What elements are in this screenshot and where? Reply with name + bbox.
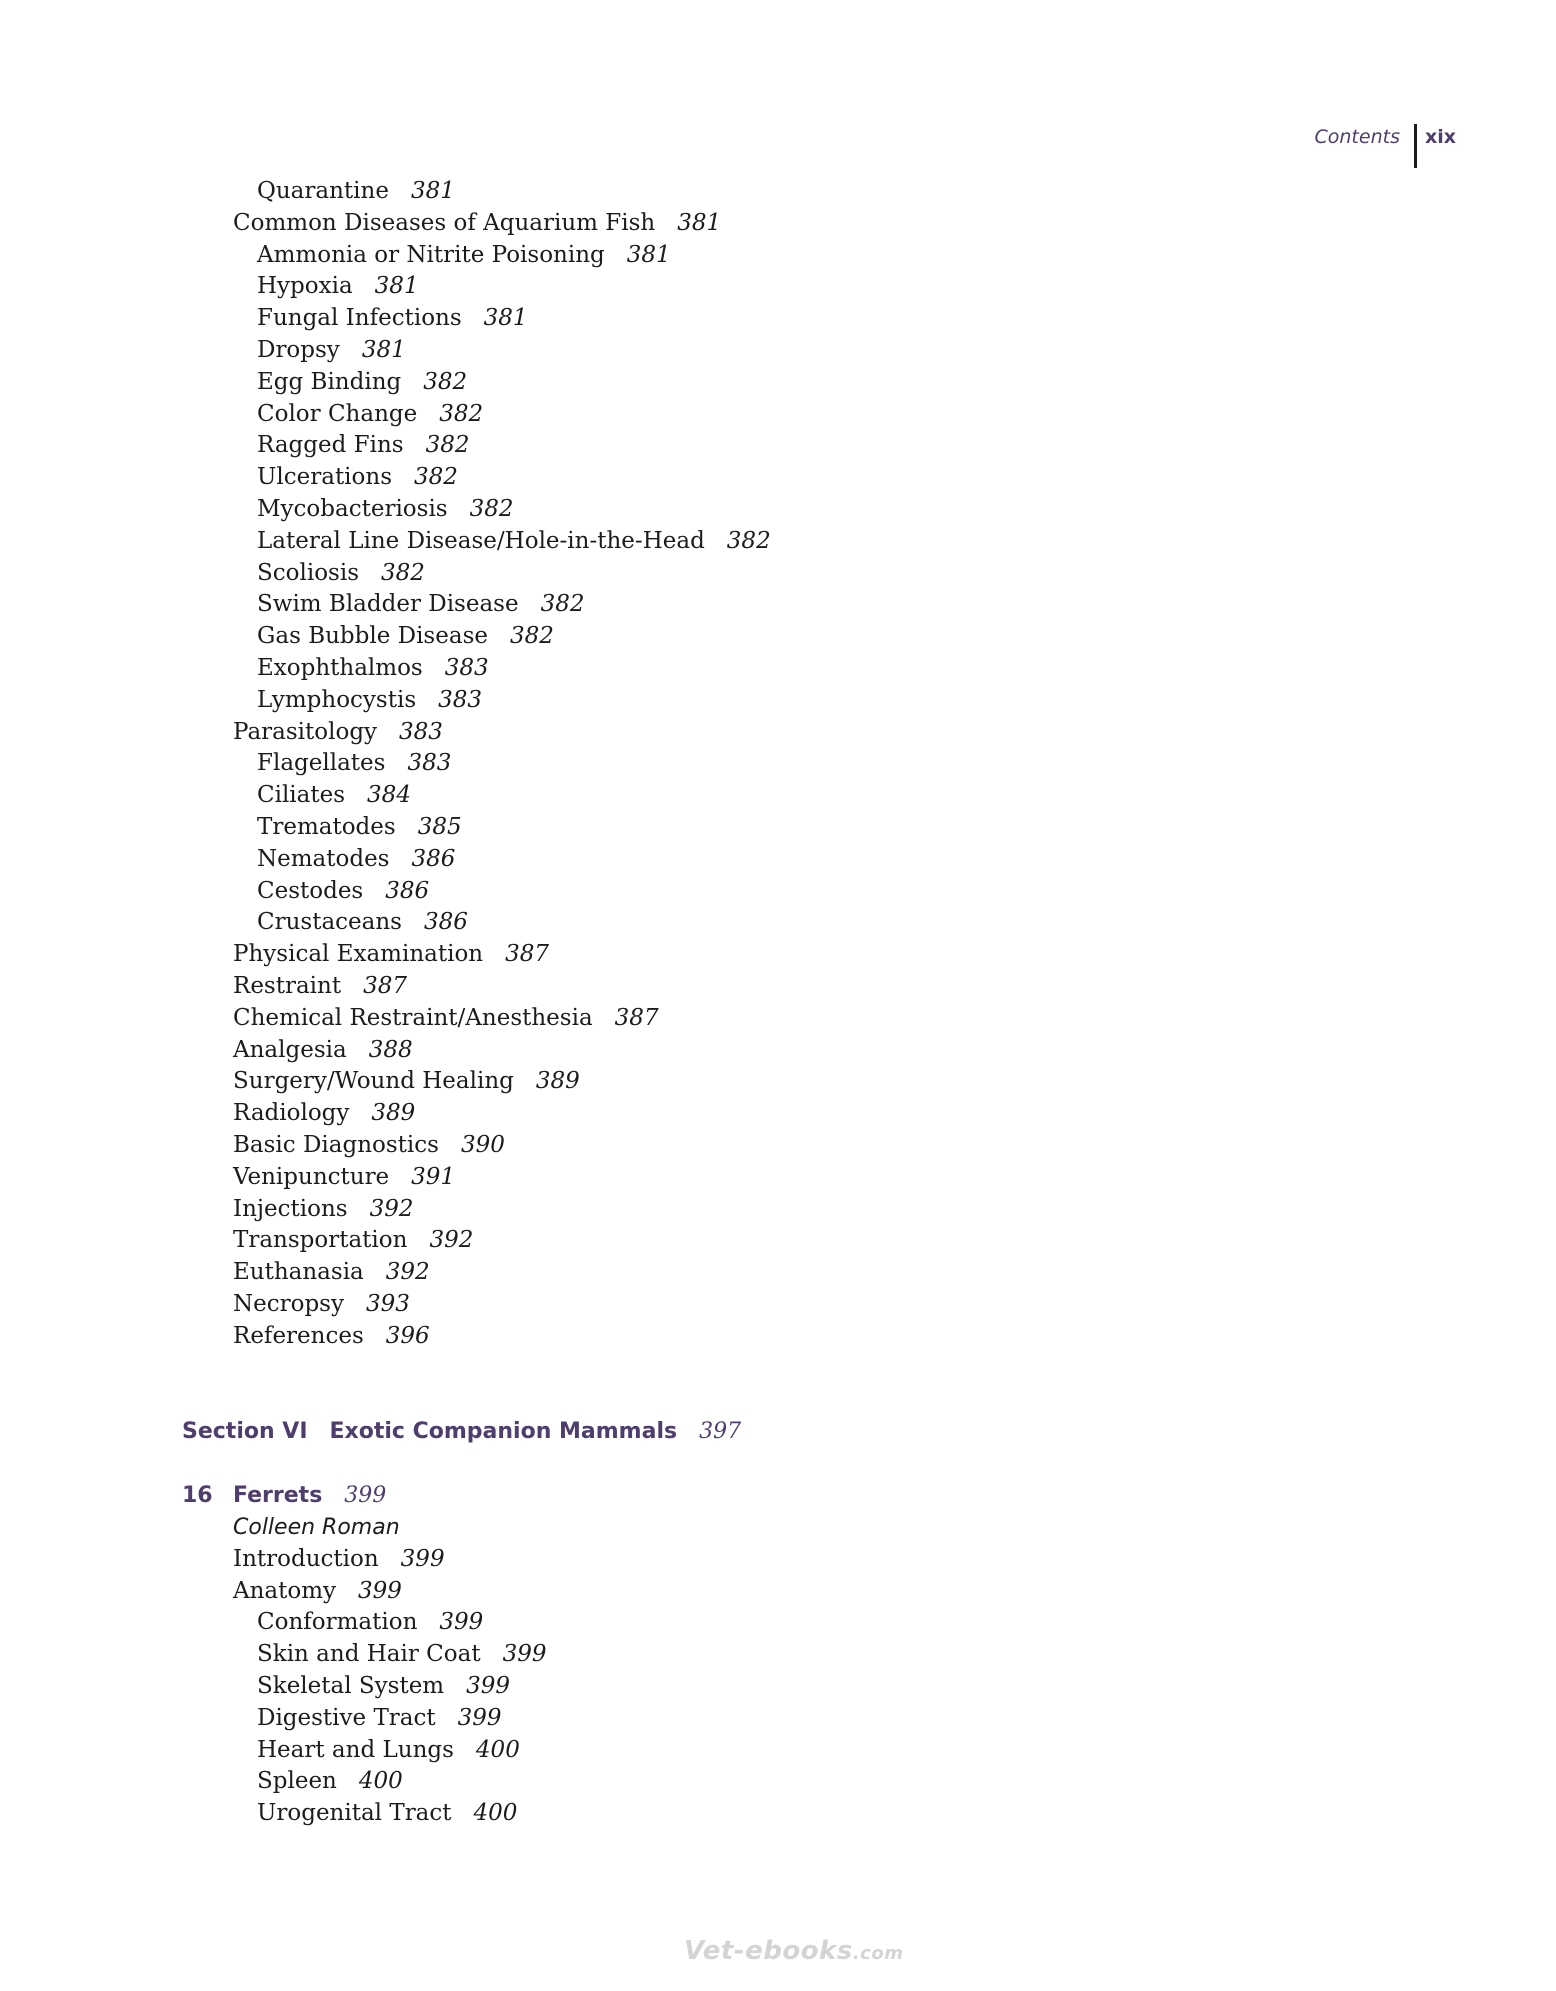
toc-entry[interactable]: [0, 1639, 1556, 1671]
toc-entry[interactable]: [0, 1544, 1556, 1576]
toc-entry-page: 382: [423, 368, 468, 395]
toc-entry-title: Restraint: [233, 972, 342, 999]
section-title: Exotic Companion Mammals: [329, 1419, 678, 1445]
toc-entry-page: 382: [469, 495, 514, 522]
toc-entry[interactable]: [0, 685, 1556, 717]
toc-entry-page: 399: [457, 1704, 502, 1731]
toc-entry[interactable]: [0, 1162, 1556, 1194]
toc-entry[interactable]: [0, 494, 1556, 526]
section-page: 397: [699, 1419, 742, 1445]
toc-entry-title: Hypoxia: [257, 273, 353, 300]
toc-entry[interactable]: [0, 653, 1556, 685]
toc-entry[interactable]: [0, 971, 1556, 1003]
toc-entry-title: Scoliosis: [257, 559, 360, 586]
toc-entry-page: 393: [365, 1290, 410, 1317]
toc-entry[interactable]: [0, 1003, 1556, 1035]
toc-entries-chapter: [0, 1544, 1556, 1830]
toc-entry-page: 381: [361, 336, 406, 363]
toc-entry-page: 382: [425, 432, 470, 459]
toc-entry[interactable]: [0, 558, 1556, 590]
toc-entry-page: 399: [466, 1673, 511, 1700]
toc-entry-title: Venipuncture: [233, 1163, 390, 1190]
toc-entry[interactable]: [0, 939, 1556, 971]
toc-entry-title: Ammonia or Nitrite Poisoning: [257, 241, 605, 268]
toc-entry[interactable]: [0, 462, 1556, 494]
toc-entry-title: Flagellates: [257, 750, 386, 777]
toc-entry-title: Physical Examination: [233, 941, 484, 968]
toc-entry-page: 383: [407, 750, 452, 777]
toc-entries-continued: [0, 176, 1556, 1352]
toc-entry-title: References: [233, 1322, 364, 1349]
toc-entry-page: 392: [369, 1195, 414, 1222]
toc-entry-page: 382: [381, 559, 425, 586]
toc-entry-title: Dropsy: [257, 336, 340, 363]
toc-entry[interactable]: [0, 1735, 1556, 1767]
toc-entry[interactable]: [0, 1098, 1556, 1130]
toc-entry-title: Surgery/Wound Healing: [233, 1068, 514, 1095]
watermark-logo: [684, 1936, 903, 1966]
toc-entry[interactable]: [0, 240, 1556, 272]
toc-entry[interactable]: [0, 748, 1556, 780]
toc-entry-page: 386: [424, 909, 468, 936]
section-heading[interactable]: [0, 1416, 1556, 1448]
chapter-heading[interactable]: [0, 1480, 1556, 1512]
toc-entry[interactable]: [0, 176, 1556, 208]
toc-entry-page: 388: [368, 1036, 413, 1063]
toc-entry-page: 382: [726, 527, 771, 554]
toc-entry-title: Mycobacteriosis: [257, 495, 448, 522]
toc-entry-title: Conformation: [257, 1609, 418, 1636]
toc-entry-page: 383: [399, 718, 443, 745]
toc-entry-page: 396: [385, 1322, 430, 1349]
toc-entry-page: 399: [400, 1545, 445, 1572]
toc-entry-page: 386: [385, 877, 430, 904]
toc-entry-page: 390: [460, 1131, 505, 1158]
toc-entry-page: 384: [367, 782, 411, 809]
toc-entry-page: 381: [677, 209, 722, 236]
toc-entry-page: 399: [502, 1641, 547, 1668]
toc-entry[interactable]: [0, 367, 1556, 399]
toc-entry-title: Injections: [233, 1195, 348, 1222]
table-of-contents: [0, 176, 1556, 1830]
running-head-label: Contents: [1314, 126, 1400, 148]
toc-entry-page: 392: [385, 1259, 430, 1286]
watermark-name: Vet-ebooks: [684, 1936, 853, 1966]
toc-entry[interactable]: [0, 589, 1556, 621]
toc-entry-title: Transportation: [233, 1227, 408, 1254]
toc-entry[interactable]: [0, 1607, 1556, 1639]
toc-entry-title: Skin and Hair Coat: [257, 1641, 481, 1668]
toc-entry[interactable]: [0, 812, 1556, 844]
toc-entry-page: 389: [371, 1100, 416, 1127]
toc-entry-page: 386: [411, 845, 456, 872]
toc-entry-page: 400: [475, 1736, 520, 1763]
watermark-tld: .com: [852, 1943, 904, 1964]
toc-entry-title: Euthanasia: [233, 1259, 364, 1286]
toc-entry-title: Anatomy: [233, 1577, 337, 1604]
toc-entry[interactable]: [0, 1798, 1556, 1830]
toc-entry-title: Parasitology: [233, 718, 378, 745]
toc-entry[interactable]: [0, 430, 1556, 462]
toc-entry-page: 381: [626, 241, 671, 268]
toc-entry-title: Heart and Lungs: [257, 1736, 454, 1763]
toc-entry-page: 382: [439, 400, 484, 427]
toc-entry-page: 385: [417, 813, 462, 840]
toc-entry-page: 387: [363, 972, 407, 999]
toc-entry[interactable]: [0, 876, 1556, 908]
toc-entry[interactable]: [0, 1066, 1556, 1098]
toc-entry-page: 382: [509, 623, 554, 650]
toc-entry[interactable]: [0, 1671, 1556, 1703]
toc-entry-page: 392: [429, 1227, 474, 1254]
toc-entry-title: Urogenital Tract: [257, 1800, 452, 1827]
toc-entry[interactable]: [0, 844, 1556, 876]
toc-entry-page: 382: [540, 591, 585, 618]
toc-entry[interactable]: [0, 717, 1556, 749]
toc-entry-page: 381: [374, 273, 419, 300]
toc-entry-title: Chemical Restraint/Anesthesia: [233, 1004, 593, 1031]
toc-entry[interactable]: [0, 271, 1556, 303]
toc-entry-page: 389: [535, 1068, 580, 1095]
toc-entry-title: Crustaceans: [257, 909, 402, 936]
toc-entry[interactable]: [0, 1225, 1556, 1257]
toc-entry-title: Ulcerations: [257, 464, 393, 491]
chapter-title: Ferrets: [233, 1483, 323, 1509]
toc-entry-title: Trematodes: [257, 813, 396, 840]
toc-entry-page: 387: [614, 1004, 659, 1031]
toc-entry[interactable]: [0, 1035, 1556, 1067]
toc-entry-title: Color Change: [257, 400, 418, 427]
toc-entry-page: 400: [473, 1800, 518, 1827]
toc-entry-title: Ciliates: [257, 782, 346, 809]
toc-entry-title: Egg Binding: [257, 368, 402, 395]
toc-entry-title: Cestodes: [257, 877, 364, 904]
toc-entry[interactable]: [0, 1321, 1556, 1353]
toc-entry-title: Skeletal System: [257, 1673, 445, 1700]
toc-entry[interactable]: [0, 780, 1556, 812]
toc-entry[interactable]: [0, 1703, 1556, 1735]
toc-entry-page: 382: [414, 464, 458, 491]
toc-entry-title: Radiology: [233, 1100, 350, 1127]
chapter-page: 399: [344, 1483, 387, 1509]
toc-entry-page: 399: [439, 1609, 484, 1636]
toc-entry-title: Common Diseases of Aquarium Fish: [233, 209, 656, 236]
toc-entry[interactable]: [0, 1289, 1556, 1321]
toc-entry-title: Fungal Infections: [257, 305, 462, 332]
toc-entry-title: Lymphocystis: [257, 686, 417, 713]
toc-entry-title: Ragged Fins: [257, 432, 404, 459]
toc-entry[interactable]: [0, 335, 1556, 367]
toc-entry[interactable]: [0, 1194, 1556, 1226]
toc-entry-page: 399: [358, 1577, 402, 1604]
section-label: Section VI: [182, 1419, 308, 1445]
toc-entry-title: Spleen: [257, 1768, 337, 1795]
toc-entry-page: 381: [410, 178, 455, 204]
toc-entry[interactable]: [0, 907, 1556, 939]
running-head: [1315, 124, 1457, 168]
toc-entry[interactable]: [0, 526, 1556, 558]
toc-entry-page: 381: [483, 305, 528, 332]
toc-entry-title: Swim Bladder Disease: [257, 591, 519, 618]
page-number: xix: [1424, 126, 1456, 148]
toc-entry-title: Digestive Tract: [257, 1704, 436, 1731]
toc-entry[interactable]: [0, 208, 1556, 240]
toc-entry[interactable]: [0, 1576, 1556, 1608]
toc-entry[interactable]: [0, 1130, 1556, 1162]
toc-entry[interactable]: [0, 1257, 1556, 1289]
chapter-number: 16: [182, 1483, 213, 1509]
toc-entry[interactable]: [0, 399, 1556, 431]
toc-entry[interactable]: [0, 1766, 1556, 1798]
toc-entry-page: 391: [411, 1163, 456, 1190]
toc-entry-page: 387: [505, 941, 550, 968]
toc-entry-title: Introduction: [233, 1545, 379, 1572]
toc-entry-title: Exophthalmos: [257, 654, 423, 681]
toc-entry-title: Basic Diagnostics: [233, 1131, 439, 1158]
toc-entry-page: 400: [358, 1768, 403, 1795]
toc-entry[interactable]: [0, 303, 1556, 335]
toc-entry-title: Necropsy: [233, 1290, 344, 1317]
toc-entry-title: Gas Bubble Disease: [257, 623, 488, 650]
toc-entry-page: 383: [438, 686, 483, 713]
toc-entry-title: Quarantine: [257, 178, 389, 204]
running-head-divider: [1414, 124, 1417, 168]
toc-entry-title: Lateral Line Disease/Hole-in-the-Head: [257, 527, 705, 554]
toc-entry-title: Nematodes: [257, 845, 390, 872]
chapter-author: Colleen Roman: [233, 1515, 400, 1541]
toc-entry[interactable]: [0, 621, 1556, 653]
toc-entry-page: 383: [444, 654, 489, 681]
toc-entry-title: Analgesia: [233, 1036, 347, 1063]
